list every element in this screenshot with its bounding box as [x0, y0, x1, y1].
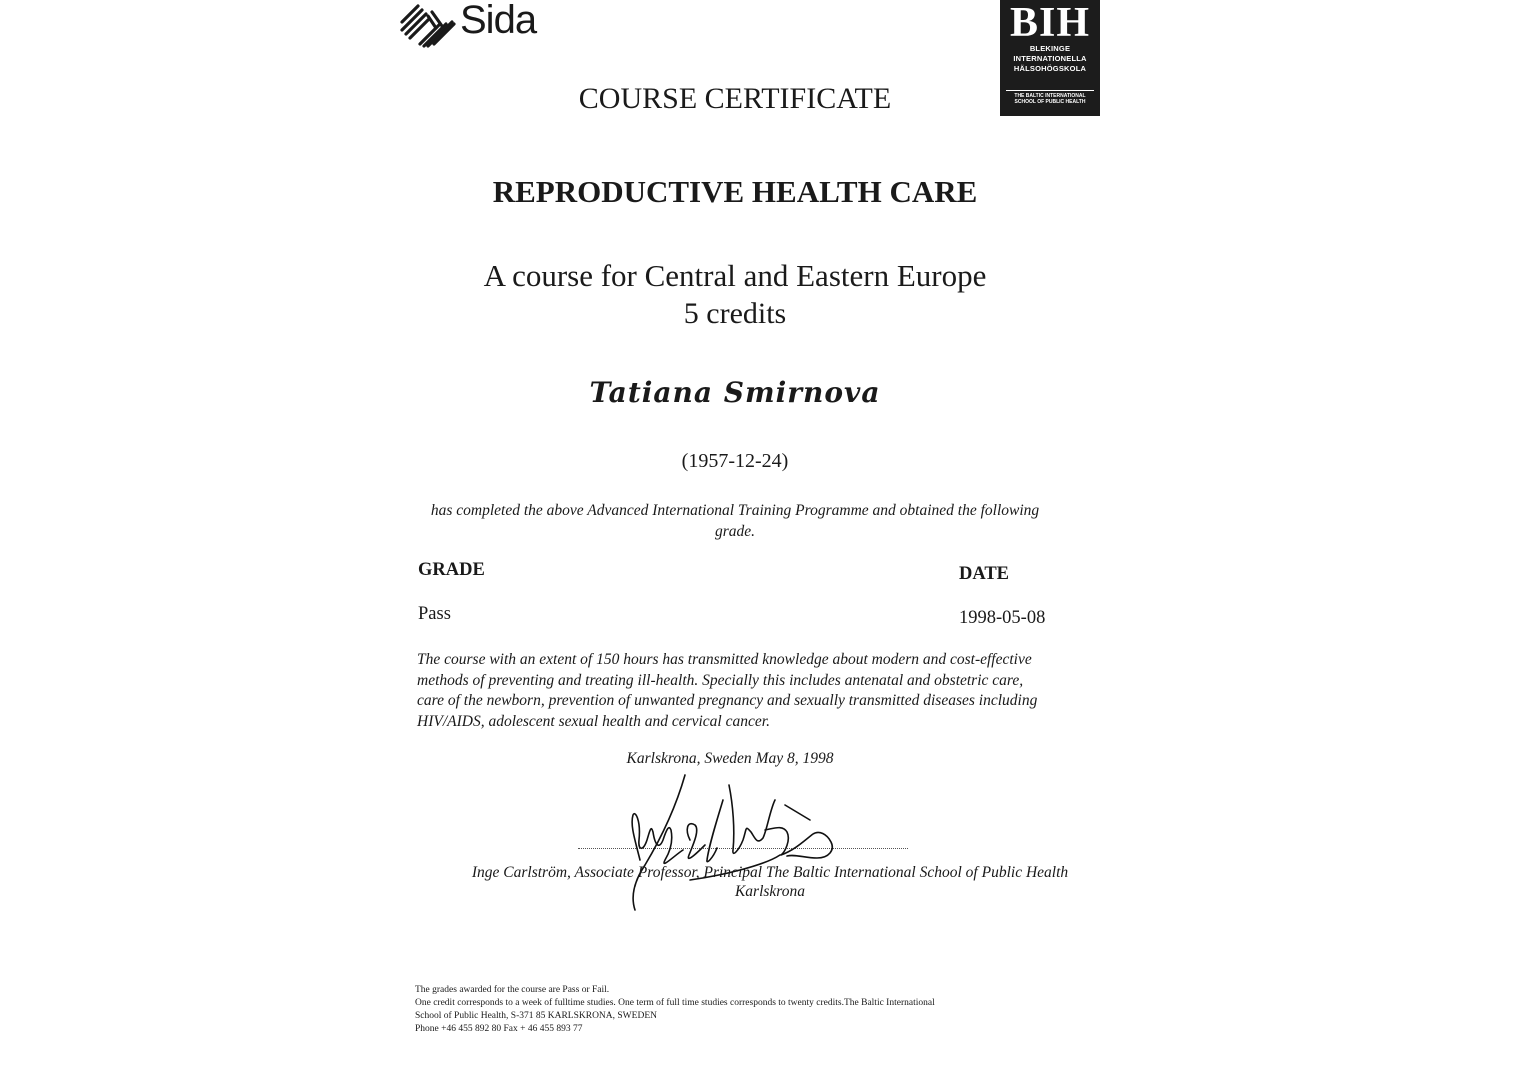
course-name: REPRODUCTIVE HEALTH CARE	[492, 174, 978, 209]
sida-logo	[398, 2, 558, 48]
sida-hands-icon	[398, 4, 456, 48]
bih-sub-line-2: SCHOOL OF PUBLIC HEALTH	[1014, 99, 1086, 105]
course-description: The course with an extent of 150 hours has transmitted knowledge about modern and cost-effective methods of preventing and treating ill-health. Specially this includes antenatal and obstetric care, care of the newborn, prevention of unwanted pregnancy and sexually transmitted diseases including HIV/AIDS, adolescent sexual health and cervical cancer.	[417, 651, 1038, 730]
bih-sub-line-1: THE BALTIC INTERNATIONAL	[1014, 93, 1086, 99]
recipient-name: Tatiana Smirnova	[589, 376, 881, 409]
signer-title: Inge Carlström, Associate Professor, Principal The Baltic International School of Public Health	[471, 864, 1069, 881]
footer-line-4: Phone +46 455 892 80 Fax + 46 455 893 77	[415, 1024, 583, 1034]
grade-value: Pass	[418, 604, 451, 624]
place-and-date: Karlskrona, Sweden May 8, 1998	[626, 750, 834, 767]
completion-statement: has completed the above Advanced International Training Programme and obtained the following grade.	[430, 502, 1040, 540]
sida-wordmark: Sida	[460, 0, 537, 42]
bih-logo	[1000, 0, 1100, 116]
footer-line-2: One credit corresponds to a week of fulltime studies. One term of full time studies corresponds to twenty credits.The Baltic International	[415, 998, 935, 1008]
date-value: 1998-05-08	[959, 608, 1046, 628]
footer-line-3: School of Public Health, S-371 85 KARLSKRONA, SWEDEN	[415, 1011, 657, 1021]
date-label: DATE	[959, 564, 1010, 584]
course-subtitle: A course for Central and Eastern Europe	[483, 258, 987, 293]
course-credits: 5 credits	[683, 297, 787, 330]
signer-city: Karlskrona	[734, 883, 806, 900]
bih-abbreviation: BIH	[1009, 0, 1091, 46]
footer-line-1: The grades awarded for the course are Pass or Fail.	[415, 985, 610, 995]
recipient-birth-date: (1957-12-24)	[681, 450, 789, 472]
bih-subtitle	[1006, 90, 1094, 105]
bih-line-1: BLEKINGE	[1029, 44, 1071, 53]
bih-line-3: HÄLSOHÖGSKOLA	[1013, 64, 1087, 73]
bih-line-2: INTERNATIONELLA	[1013, 54, 1087, 63]
certificate-title: COURSE CERTIFICATE	[578, 82, 892, 115]
grade-label: GRADE	[418, 560, 485, 580]
footer-notes	[415, 984, 1055, 1036]
